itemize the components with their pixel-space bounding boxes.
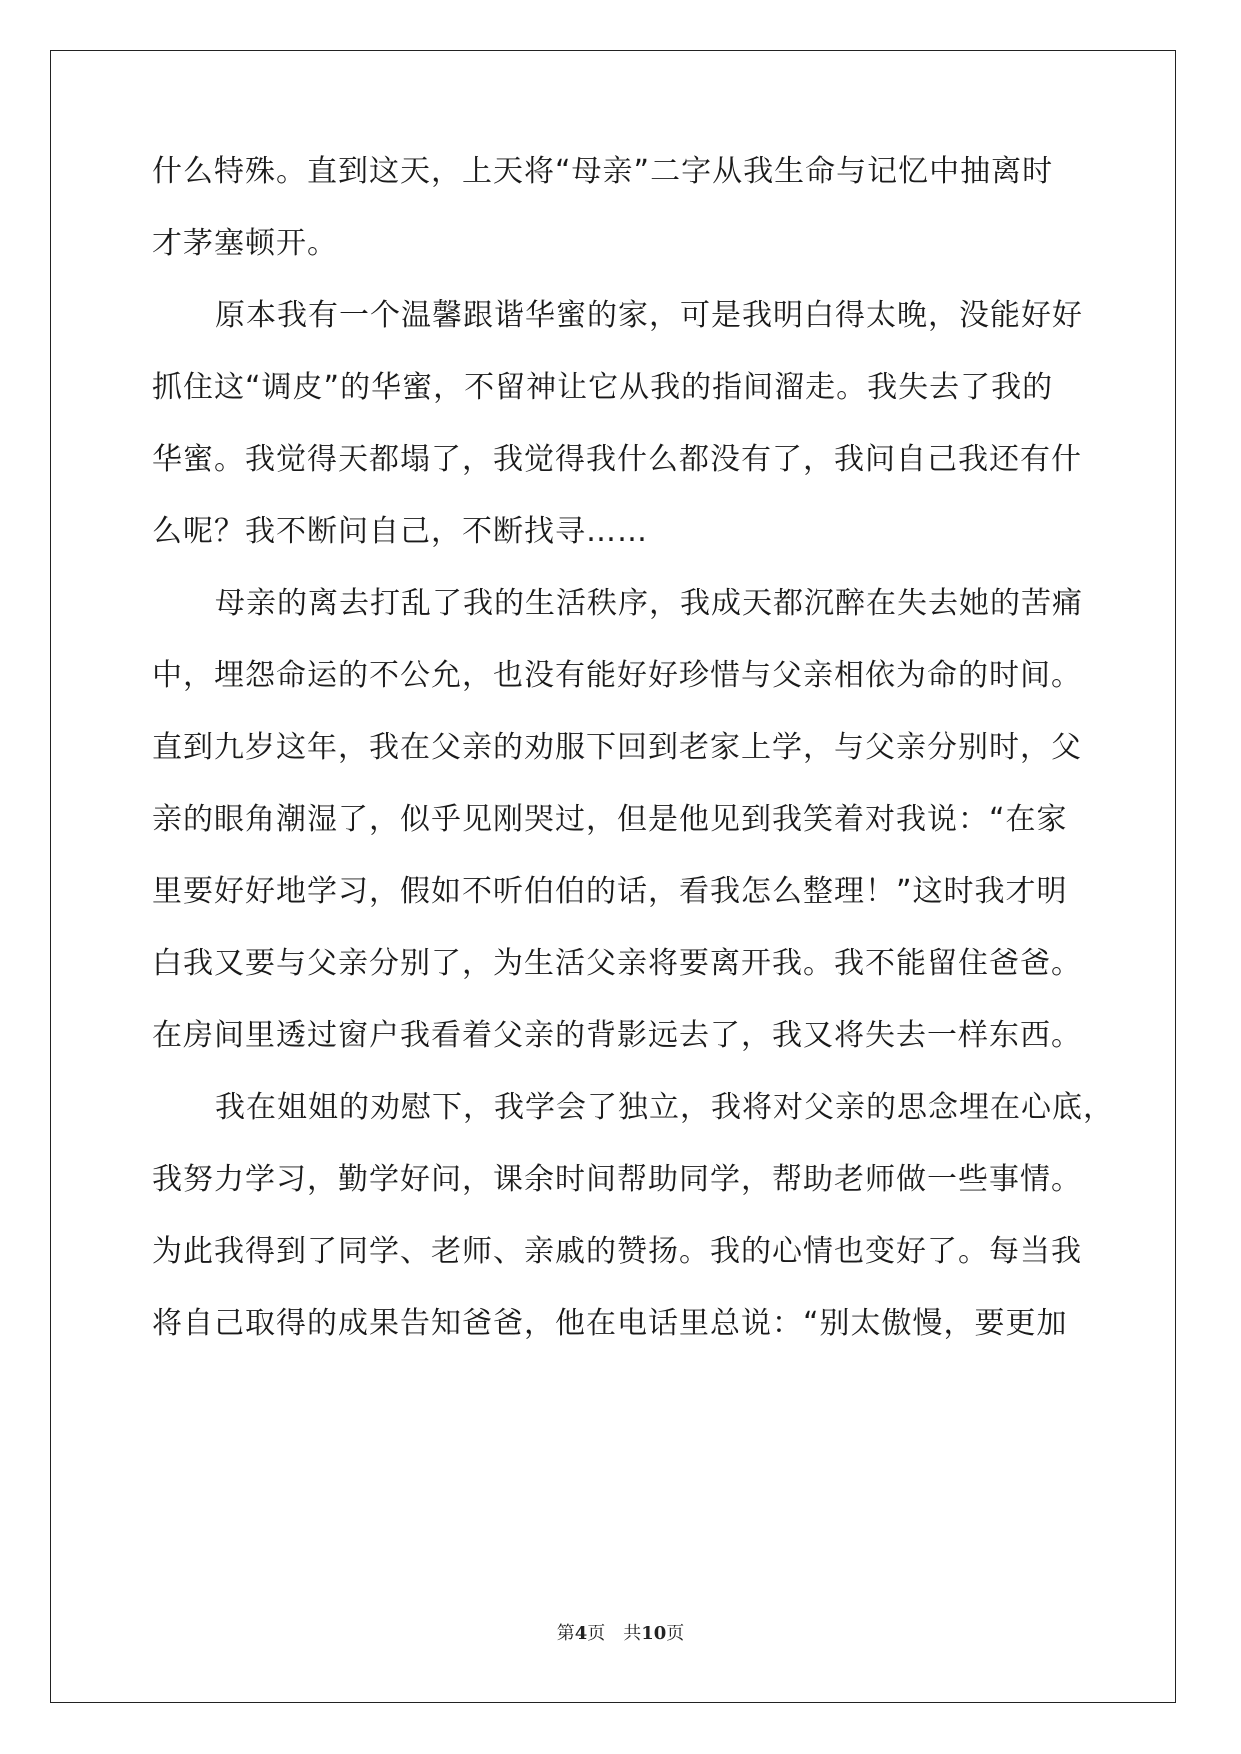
text-line: 中，埋怨命运的不公允，也没有能好好珍惜与父亲相依为命的时间。 bbox=[152, 658, 1082, 693]
page-footer bbox=[0, 1622, 1241, 1646]
total-suffix: 页 bbox=[666, 1623, 685, 1644]
page-number: 4 bbox=[574, 1623, 588, 1644]
total-prefix: 共 bbox=[623, 1623, 642, 1644]
text-line: 亲的眼角潮湿了，似乎见刚哭过，但是他见到我笑着对我说：“在家 bbox=[152, 802, 1068, 837]
page-suffix: 页 bbox=[587, 1623, 606, 1644]
text-line: 为此我得到了同学、老师、亲戚的赞扬。我的心情也变好了。每当我 bbox=[152, 1234, 1082, 1269]
text-line: 华蜜。我觉得天都塌了，我觉得我什么都没有了，我问自己我还有什 bbox=[152, 442, 1082, 477]
page-prefix: 第 bbox=[556, 1623, 575, 1644]
text-line: 直到九岁这年，我在父亲的劝服下回到老家上学，与父亲分别时，父 bbox=[152, 730, 1082, 765]
text-line: 我在姐姐的劝慰下，我学会了独立，我将对父亲的思念埋在心底， bbox=[215, 1090, 1114, 1125]
text-line: 我努力学习，勤学好问，课余时间帮助同学，帮助老师做一些事情。 bbox=[152, 1162, 1082, 1197]
text-line: 白我又要与父亲分别了，为生活父亲将要离开我。我不能留住爸爸。 bbox=[152, 946, 1082, 981]
text-line: 原本我有一个温馨跟谐华蜜的家，可是我明白得太晚，没能好好 bbox=[215, 298, 1083, 333]
text-line: 母亲的离去打乱了我的生活秩序，我成天都沉醉在失去她的苦痛 bbox=[215, 586, 1083, 621]
text-line: 么呢？我不断问自己，不断找寻…… bbox=[152, 514, 648, 549]
text-line: 在房间里透过窗户我看着父亲的背影远去了，我又将失去一样东西。 bbox=[152, 1018, 1082, 1053]
text-line: 抓住这“调皮”的华蜜，不留神让它从我的指间溜走。我失去了我的 bbox=[152, 370, 1054, 405]
text-line: 才茅塞顿开。 bbox=[152, 226, 338, 261]
total-pages: 10 bbox=[641, 1623, 667, 1644]
text-line: 里要好好地学习，假如不听伯伯的话，看我怎么整理！”这时我才明 bbox=[152, 874, 1068, 909]
text-line: 什么特殊。直到这天，上天将“母亲”二字从我生命与记忆中抽离时 bbox=[152, 154, 1054, 189]
text-line: 将自己取得的成果告知爸爸，他在电话里总说：“别太傲慢，要更加 bbox=[152, 1306, 1068, 1341]
